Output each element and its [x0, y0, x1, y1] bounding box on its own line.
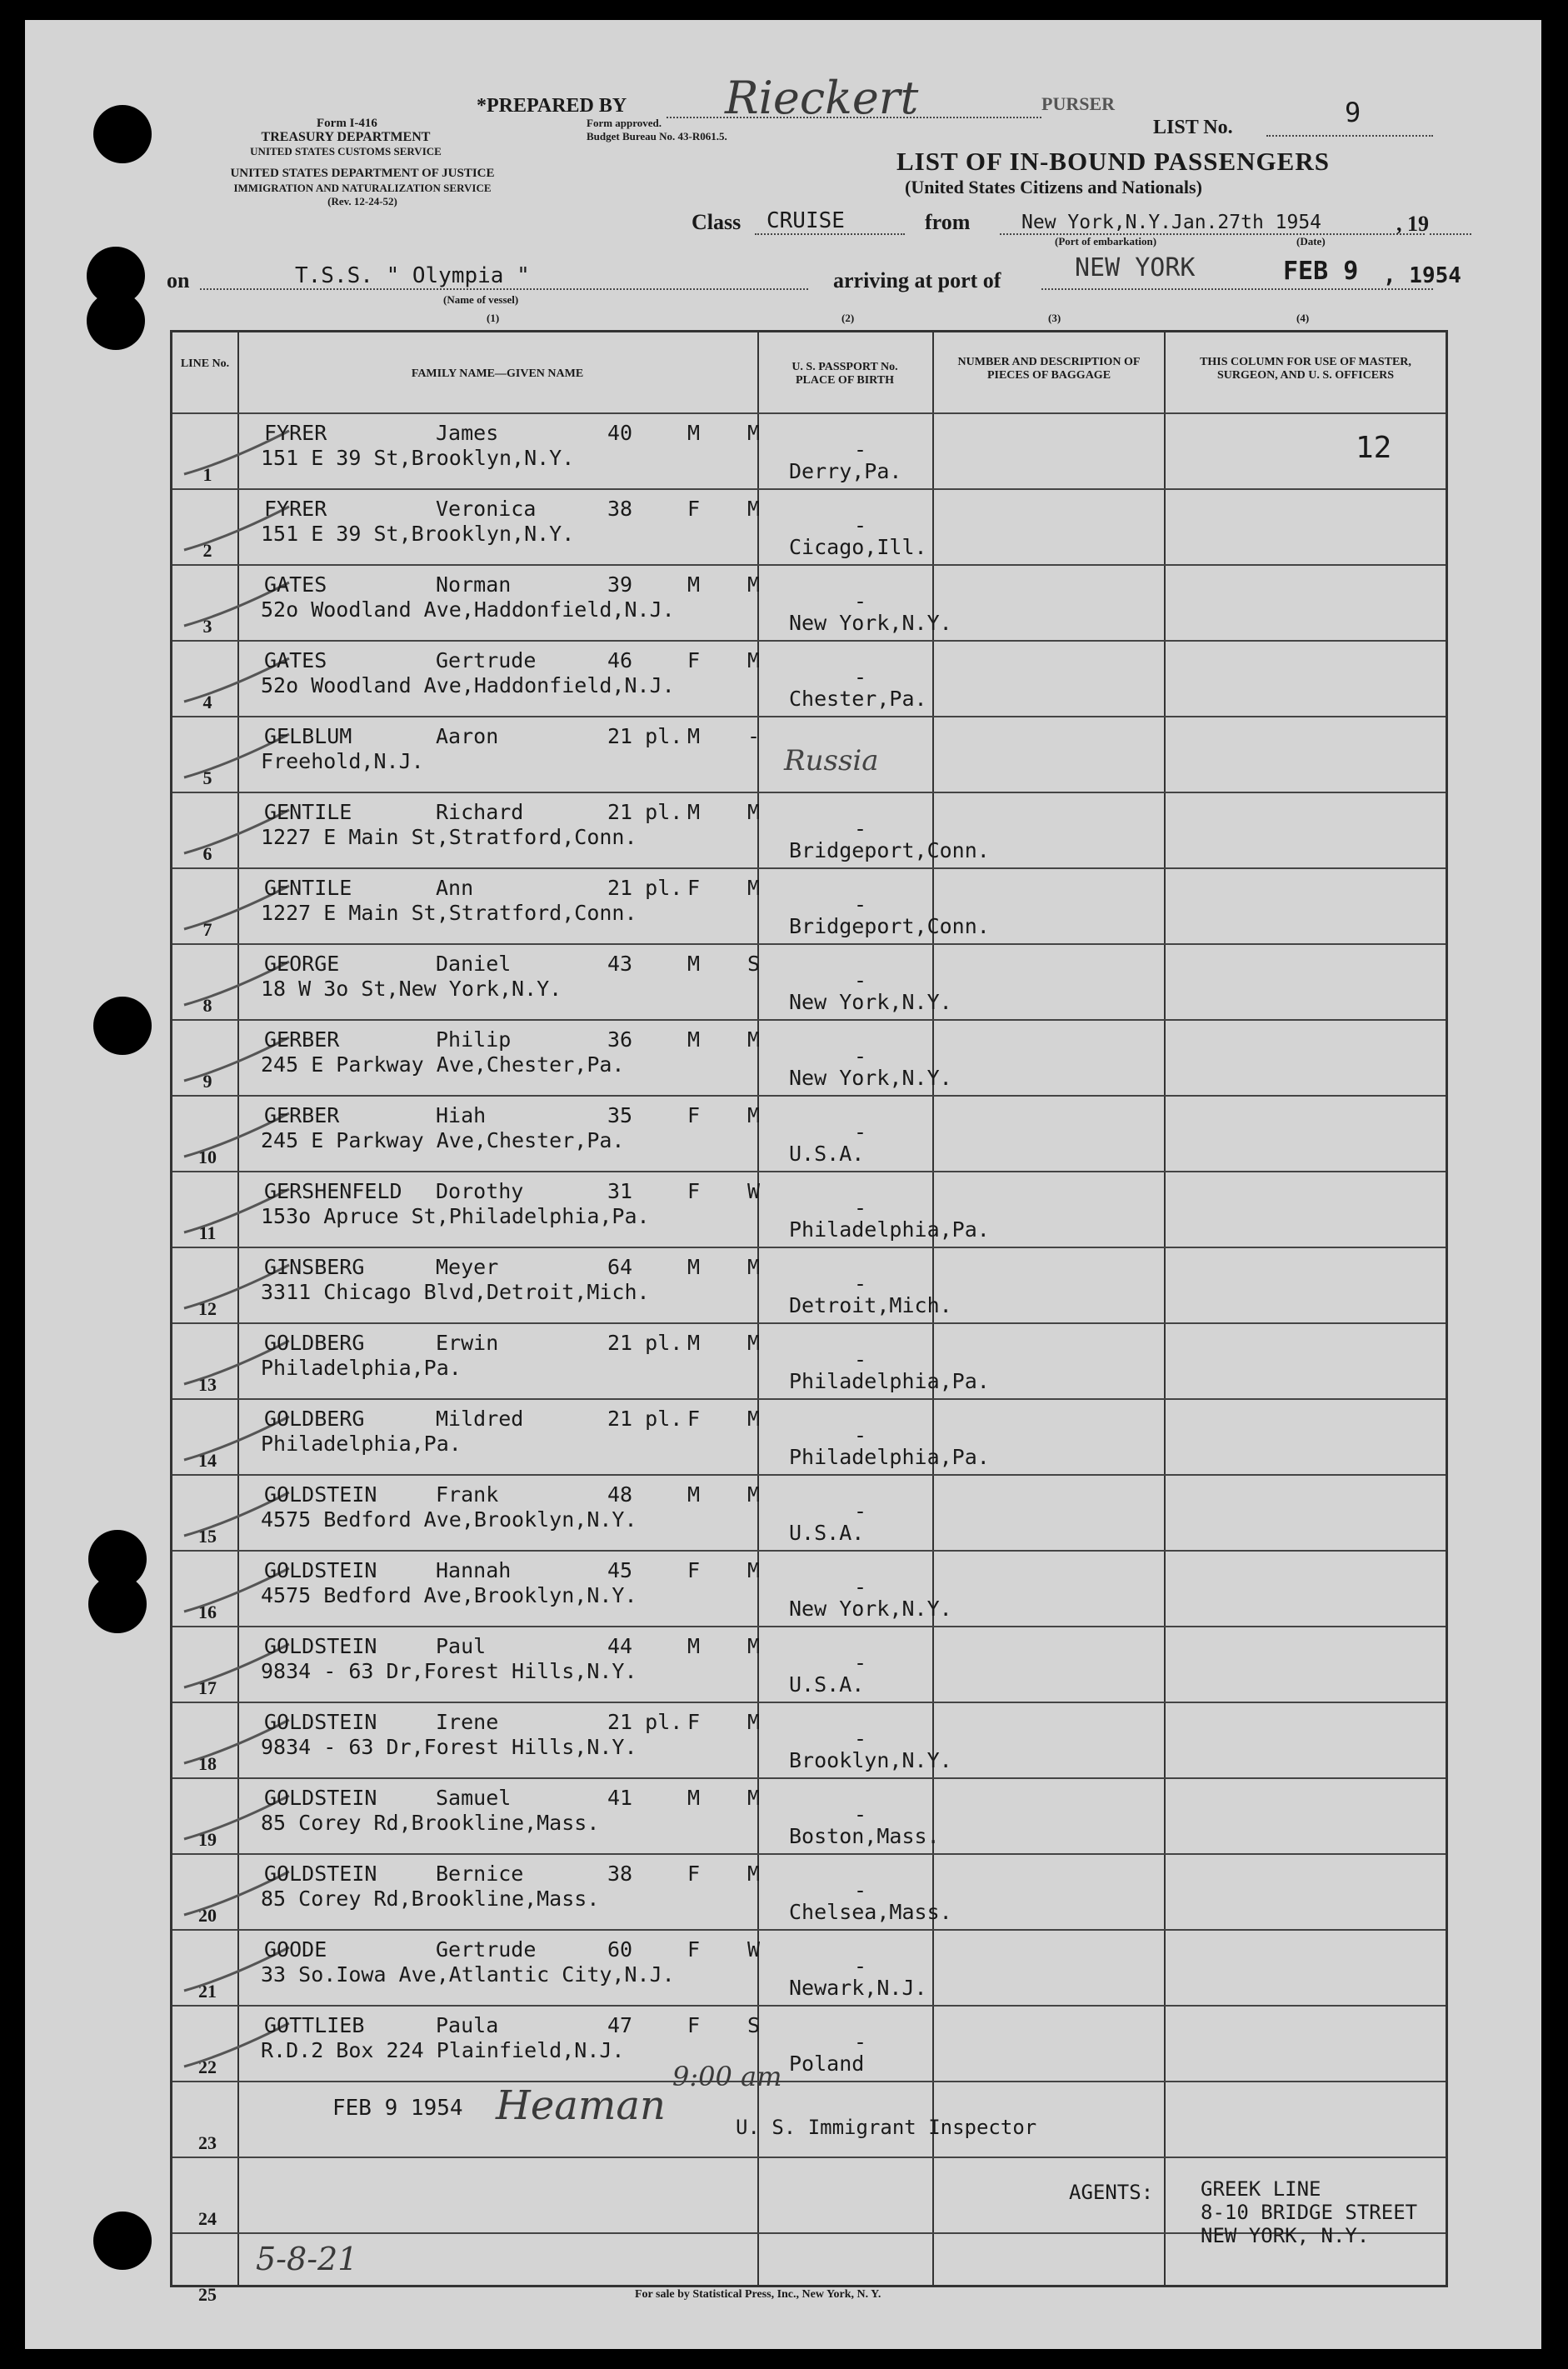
list-title: LIST OF IN-BOUND PASSENGERS: [896, 147, 1330, 176]
family-name: GELBLUM: [264, 724, 352, 748]
port-embarkation-label: (Port of embarkation): [1055, 235, 1157, 247]
family-name: GERSHENFELD: [264, 1179, 402, 1203]
line-number: 16: [198, 1602, 217, 1622]
given-name: Paula: [436, 2013, 499, 2037]
home-address: R.D.2 Box 224 Plainfield,N.J.: [261, 2038, 625, 2062]
marital-status: M: [747, 1027, 761, 1052]
given-name: Ann: [436, 876, 474, 900]
age: 21 pl.: [607, 876, 683, 900]
given-name: Gertrude: [436, 1937, 537, 1962]
place-of-birth: Philadelphia,Pa.: [789, 1369, 990, 1393]
passport-number: -: [854, 1196, 867, 1220]
year-line: [1430, 233, 1471, 235]
binder-hole: [93, 105, 152, 163]
family-name: GOLDBERG: [264, 1331, 365, 1355]
given-name: Aaron: [436, 724, 499, 748]
home-address: 153o Apruce St,Philadelphia,Pa.: [261, 1204, 650, 1228]
marital-status: S: [747, 952, 761, 976]
home-address: Philadelphia,Pa.: [261, 1356, 462, 1380]
line-number: 11: [198, 1222, 217, 1243]
line-number: 6: [202, 843, 212, 864]
home-address: 4575 Bedford Ave,Brooklyn,N.Y.: [261, 1583, 637, 1607]
passport-number: -: [854, 968, 867, 992]
sex: F: [687, 1937, 701, 1962]
passport-number: -: [854, 892, 867, 917]
binder-hole: [93, 997, 152, 1055]
place-of-birth: Derry,Pa.: [789, 459, 902, 483]
table-row: [172, 2005, 1446, 2081]
sex: M: [687, 572, 701, 597]
line-number: 9: [202, 1071, 212, 1092]
age: 48: [607, 1482, 633, 1507]
given-name: Mildred: [436, 1407, 524, 1431]
arrival-year: , 1954: [1383, 263, 1461, 288]
binder-hole: [87, 292, 145, 350]
age: 36: [607, 1027, 633, 1052]
passport-number: -: [854, 1575, 867, 1599]
given-name: Hiah: [436, 1103, 487, 1127]
table-row: [172, 1929, 1446, 2005]
place-of-birth: Cicago,Ill.: [789, 535, 927, 559]
column-4-label: (4): [1296, 312, 1310, 324]
age: 64: [607, 1255, 633, 1279]
marital-status: M: [747, 1103, 761, 1127]
from-label: from: [925, 210, 971, 234]
list-no-line: [1266, 135, 1433, 137]
inspection-stamp-date: FEB 9 1954: [332, 2096, 463, 2121]
sex: F: [687, 2013, 701, 2037]
agents-label: AGENTS:: [1069, 2181, 1154, 2204]
passport-number: -: [854, 665, 867, 689]
home-address: 52o Woodland Ave,Haddonfield,N.J.: [261, 673, 675, 697]
treasury-department: TREASURY DEPARTMENT: [261, 130, 431, 144]
given-name: Dorothy: [436, 1179, 524, 1203]
home-address: 151 E 39 St,Brooklyn,N.Y.: [261, 446, 575, 470]
marital-status: M: [747, 1634, 761, 1658]
column-1-label: (1): [487, 312, 500, 324]
line-number: 22: [198, 2057, 217, 2077]
vessel-name-label: (Name of vessel): [443, 293, 519, 306]
place-of-birth: Bridgeport,Conn.: [789, 838, 990, 862]
age: 45: [607, 1558, 633, 1582]
vessel-name: T.S.S. " Olympia ": [295, 263, 530, 288]
home-address: Philadelphia,Pa.: [261, 1432, 462, 1456]
column-3-label: (3): [1048, 312, 1061, 324]
sex: M: [687, 1786, 701, 1810]
given-name: Irene: [436, 1710, 499, 1734]
marital-status: M: [747, 1255, 761, 1279]
sex: F: [687, 1710, 701, 1734]
home-address: 3311 Chicago Blvd,Detroit,Mich.: [261, 1280, 650, 1304]
table-row: [172, 1171, 1446, 1247]
table-row: [172, 488, 1446, 564]
table-row: [172, 1474, 1446, 1550]
place-of-birth: Russia: [784, 744, 879, 777]
table-row: [172, 1398, 1446, 1474]
agent-name: GREEK LINE: [1201, 2177, 1321, 2201]
table-row: [172, 867, 1446, 943]
line-number: 18: [198, 1753, 217, 1774]
marital-status: S: [747, 2013, 761, 2037]
age: 21 pl.: [607, 800, 683, 824]
family-name: GOLDBERG: [264, 1407, 365, 1431]
table-row: [172, 1702, 1446, 1777]
home-address: 18 W 3o St,New York,N.Y.: [261, 977, 562, 1001]
table-row: [172, 1019, 1446, 1095]
header-baggage: NUMBER AND DESCRIPTION OF PIECES OF BAGGAGE: [957, 356, 1141, 382]
age: 39: [607, 572, 633, 597]
header-officers: THIS COLUMN FOR USE OF MASTER, SURGEON, AND U. S. OFFICERS: [1200, 356, 1411, 382]
passport-number: -: [854, 1347, 867, 1372]
home-address: 245 E Parkway Ave,Chester,Pa.: [261, 1128, 625, 1152]
prepared-by-label: *PREPARED BY: [477, 95, 627, 117]
family-name: GENTILE: [264, 800, 352, 824]
sex: F: [687, 1862, 701, 1886]
given-name: Gertrude: [436, 648, 537, 672]
line-number: 21: [198, 1981, 217, 2002]
family-name: FYRER: [264, 497, 327, 521]
year-suffix: , 19: [1396, 212, 1429, 236]
revision-date: (Rev. 12-24-52): [327, 195, 397, 207]
marital-status: M: [747, 1482, 761, 1507]
sex: M: [687, 724, 701, 748]
given-name: Philip: [436, 1027, 512, 1052]
passport-number: -: [854, 1120, 867, 1144]
sex: F: [687, 1179, 701, 1203]
home-address: 33 So.Iowa Ave,Atlantic City,N.J.: [261, 1962, 675, 1987]
prepared-by-signature: Rieckert: [725, 72, 919, 124]
handwritten-date: 5-8-21: [256, 2241, 358, 2277]
passport-number: -: [854, 1044, 867, 1068]
age: 41: [607, 1786, 633, 1810]
on-label: on: [167, 268, 190, 292]
marital-status: M: [747, 1331, 761, 1355]
family-name: GOLDSTEIN: [264, 1558, 377, 1582]
age: 40: [607, 421, 633, 445]
sex: M: [687, 421, 701, 445]
place-of-birth: Newark,N.J.: [789, 1976, 927, 2000]
passport-number: -: [854, 1802, 867, 1827]
home-address: 52o Woodland Ave,Haddonfield,N.J.: [261, 597, 675, 622]
marital-status: M: [747, 497, 761, 521]
home-address: 85 Corey Rd,Brookline,Mass.: [261, 1811, 600, 1835]
passport-number: -: [854, 513, 867, 537]
inspector-title: U. S. Immigrant Inspector: [736, 2116, 1037, 2139]
department-of-justice: UNITED STATES DEPARTMENT OF JUSTICE: [230, 167, 495, 180]
home-address: 9834 - 63 Dr,Forest Hills,N.Y.: [261, 1659, 637, 1683]
place-of-birth: Bridgeport,Conn.: [789, 914, 990, 938]
age: 35: [607, 1103, 633, 1127]
age: 44: [607, 1634, 633, 1658]
marital-status: M: [747, 1558, 761, 1582]
home-address: 1227 E Main St,Stratford,Conn.: [261, 901, 637, 925]
sex: F: [687, 1407, 701, 1431]
age: 46: [607, 648, 633, 672]
table-row: [172, 564, 1446, 640]
line-number: 15: [198, 1526, 217, 1547]
agent-city: NEW YORK, N.Y.: [1201, 2224, 1370, 2247]
given-name: Paul: [436, 1634, 487, 1658]
family-name: GOLDSTEIN: [264, 1862, 377, 1886]
line-number: 4: [202, 692, 212, 712]
family-name: GOTTLIEB: [264, 2013, 365, 2037]
sex: F: [687, 1103, 701, 1127]
officer-count: 12: [1356, 431, 1392, 465]
marital-status: M: [747, 572, 761, 597]
customs-service: UNITED STATES CUSTOMS SERVICE: [250, 145, 442, 157]
table-row: [172, 640, 1446, 716]
header-name: FAMILY NAME—GIVEN NAME: [411, 367, 584, 380]
place-of-birth: New York,N.Y.: [789, 1597, 952, 1621]
sex: M: [687, 952, 701, 976]
line-number: 7: [202, 919, 212, 940]
home-address: 9834 - 63 Dr,Forest Hills,N.Y.: [261, 1735, 637, 1759]
table-row: [172, 1550, 1446, 1626]
vessel-line: [200, 288, 808, 290]
class-value: CRUISE: [767, 208, 845, 233]
table-row: [172, 792, 1446, 867]
given-name: Frank: [436, 1482, 499, 1507]
home-address: 245 E Parkway Ave,Chester,Pa.: [261, 1052, 625, 1077]
marital-status: M: [747, 1862, 761, 1886]
list-no-label: LIST No.: [1153, 117, 1233, 138]
line-number: 19: [198, 1829, 217, 1850]
passport-number: -: [854, 1423, 867, 1447]
passport-number: -: [854, 1499, 867, 1523]
table-row: [172, 716, 1446, 792]
place-of-birth: Chester,Pa.: [789, 687, 927, 711]
home-address: Freehold,N.J.: [261, 749, 424, 773]
agent-street: 8-10 BRIDGE STREET: [1201, 2201, 1418, 2224]
home-address: 151 E 39 St,Brooklyn,N.Y.: [261, 522, 575, 546]
marital-status: M: [747, 1710, 761, 1734]
marital-status: M: [747, 800, 761, 824]
line-number: 23: [198, 2132, 217, 2153]
line-number: 17: [198, 1677, 217, 1698]
home-address: 1227 E Main St,Stratford,Conn.: [261, 825, 637, 849]
family-name: GOLDSTEIN: [264, 1482, 377, 1507]
sex: M: [687, 1634, 701, 1658]
line-number: 14: [198, 1450, 217, 1471]
class-line: [755, 233, 905, 235]
family-name: GINSBERG: [264, 1255, 365, 1279]
line-number: 20: [198, 1905, 217, 1926]
arriving-label: arriving at port of: [833, 268, 1001, 292]
table-row: [172, 1322, 1446, 1398]
passport-number: -: [854, 589, 867, 613]
marital-status: M: [747, 1407, 761, 1431]
list-subtitle: (United States Citizens and Nationals): [905, 177, 1202, 197]
age: 60: [607, 1937, 633, 1962]
marital-status: -: [747, 724, 761, 748]
sex: M: [687, 1331, 701, 1355]
passport-number: -: [854, 1272, 867, 1296]
line-number: 8: [202, 995, 212, 1016]
age: 31: [607, 1179, 633, 1203]
line-number: 24: [198, 2208, 217, 2229]
place-of-birth: Boston,Mass.: [789, 1824, 940, 1848]
family-name: GENTILE: [264, 876, 352, 900]
family-name: GATES: [264, 572, 327, 597]
sex: M: [687, 1027, 701, 1052]
family-name: FYRER: [264, 421, 327, 445]
marital-status: M: [747, 421, 761, 445]
marital-status: M: [747, 648, 761, 672]
header-line-no: LINE No.: [180, 357, 230, 370]
sex: F: [687, 648, 701, 672]
place-of-birth: U.S.A.: [789, 1672, 865, 1697]
line-number: 10: [198, 1147, 217, 1167]
binder-hole: [93, 2212, 152, 2270]
place-of-birth: U.S.A.: [789, 1142, 865, 1166]
age: 38: [607, 497, 633, 521]
table-row: [172, 1095, 1446, 1171]
table-row: [172, 943, 1446, 1019]
immigration-service: IMMIGRATION AND NATURALIZATION SERVICE: [233, 182, 492, 194]
column-2-label: (2): [841, 312, 855, 324]
list-number: 9: [1345, 97, 1361, 128]
passport-number: -: [854, 817, 867, 841]
family-name: GEORGE: [264, 952, 340, 976]
family-name: GERBER: [264, 1027, 340, 1052]
table-row: [172, 1626, 1446, 1702]
given-name: James: [436, 421, 499, 445]
passport-number: -: [854, 1954, 867, 1978]
arrival-time-note: 9:00 am: [672, 2061, 782, 2092]
place-of-birth: New York,N.Y.: [789, 611, 952, 635]
purser-label: PURSER: [1041, 93, 1116, 114]
given-name: Norman: [436, 572, 512, 597]
place-of-birth: Detroit,Mich.: [789, 1293, 952, 1317]
place-of-birth: New York,N.Y.: [789, 990, 952, 1014]
family-name: GATES: [264, 648, 327, 672]
table-row: [172, 1247, 1446, 1322]
from-value: New York,N.Y.Jan.27th 1954: [1021, 212, 1322, 233]
line-number: 2: [202, 540, 212, 561]
sex: F: [687, 1558, 701, 1582]
sex: M: [687, 1482, 701, 1507]
line-number: 13: [198, 1374, 217, 1395]
family-name: GERBER: [264, 1103, 340, 1127]
table-row: [172, 412, 1446, 488]
given-name: Meyer: [436, 1255, 499, 1279]
home-address: 4575 Bedford Ave,Brooklyn,N.Y.: [261, 1507, 637, 1532]
line-number: 5: [202, 767, 212, 788]
printer-credit: For sale by Statistical Press, Inc., New York, N. Y.: [635, 2288, 881, 2301]
header-passport: U. S. PASSPORT No. PLACE OF BIRTH: [791, 361, 898, 387]
sex: F: [687, 497, 701, 521]
form-approved: Form approved.: [587, 117, 662, 129]
arrival-line: [1041, 288, 1433, 290]
binder-hole: [88, 1575, 147, 1633]
budget-bureau: Budget Bureau No. 43-R061.5.: [587, 130, 727, 142]
passport-number: -: [854, 437, 867, 462]
age: 21 pl.: [607, 1331, 683, 1355]
sex: M: [687, 800, 701, 824]
given-name: Bernice: [436, 1862, 524, 1886]
age: 21 pl.: [607, 1710, 683, 1734]
place-of-birth: Chelsea,Mass.: [789, 1900, 952, 1924]
passport-number: -: [854, 1651, 867, 1675]
age: 43: [607, 952, 633, 976]
place-of-birth: Philadelphia,Pa.: [789, 1217, 990, 1242]
inspector-signature: Heaman: [496, 2082, 666, 2129]
marital-status: M: [747, 876, 761, 900]
date-label: (Date): [1296, 235, 1326, 247]
family-name: GOODE: [264, 1937, 327, 1962]
line-number: 1: [202, 464, 212, 485]
marital-status: W: [747, 1937, 761, 1962]
line-number: 25: [198, 2284, 217, 2305]
given-name: Erwin: [436, 1331, 499, 1355]
passport-number: -: [854, 1727, 867, 1751]
place-of-birth: New York,N.Y.: [789, 1066, 952, 1090]
given-name: Daniel: [436, 952, 512, 976]
family-name: GOLDSTEIN: [264, 1710, 377, 1734]
given-name: Veronica: [436, 497, 537, 521]
table-row: [172, 1777, 1446, 1853]
home-address: 85 Corey Rd,Brookline,Mass.: [261, 1887, 600, 1911]
line-number: 3: [202, 616, 212, 637]
class-label: Class: [692, 210, 742, 234]
arrival-port: NEW YORK: [1075, 253, 1196, 282]
age: 21 pl.: [607, 1407, 683, 1431]
arrival-date-stamp: FEB 9: [1283, 257, 1359, 286]
age: 21 pl.: [607, 724, 683, 748]
sex: F: [687, 876, 701, 900]
line-number: 12: [198, 1298, 217, 1319]
given-name: Richard: [436, 800, 524, 824]
place-of-birth: U.S.A.: [789, 1521, 865, 1545]
given-name: Hannah: [436, 1558, 512, 1582]
marital-status: M: [747, 1786, 761, 1810]
marital-status: W: [747, 1179, 761, 1203]
age: 47: [607, 2013, 633, 2037]
age: 38: [607, 1862, 633, 1886]
form-id: Form I-416: [317, 117, 377, 130]
family-name: GOLDSTEIN: [264, 1634, 377, 1658]
place-of-birth: Poland: [789, 2052, 865, 2076]
sex: M: [687, 1255, 701, 1279]
place-of-birth: Philadelphia,Pa.: [789, 1445, 990, 1469]
passport-number: -: [854, 2030, 867, 2054]
place-of-birth: Brooklyn,N.Y.: [789, 1748, 952, 1772]
table-row: [172, 1853, 1446, 1929]
given-name: Samuel: [436, 1786, 512, 1810]
family-name: GOLDSTEIN: [264, 1786, 377, 1810]
prepared-by-line: [667, 117, 1041, 118]
passport-number: -: [854, 1878, 867, 1902]
